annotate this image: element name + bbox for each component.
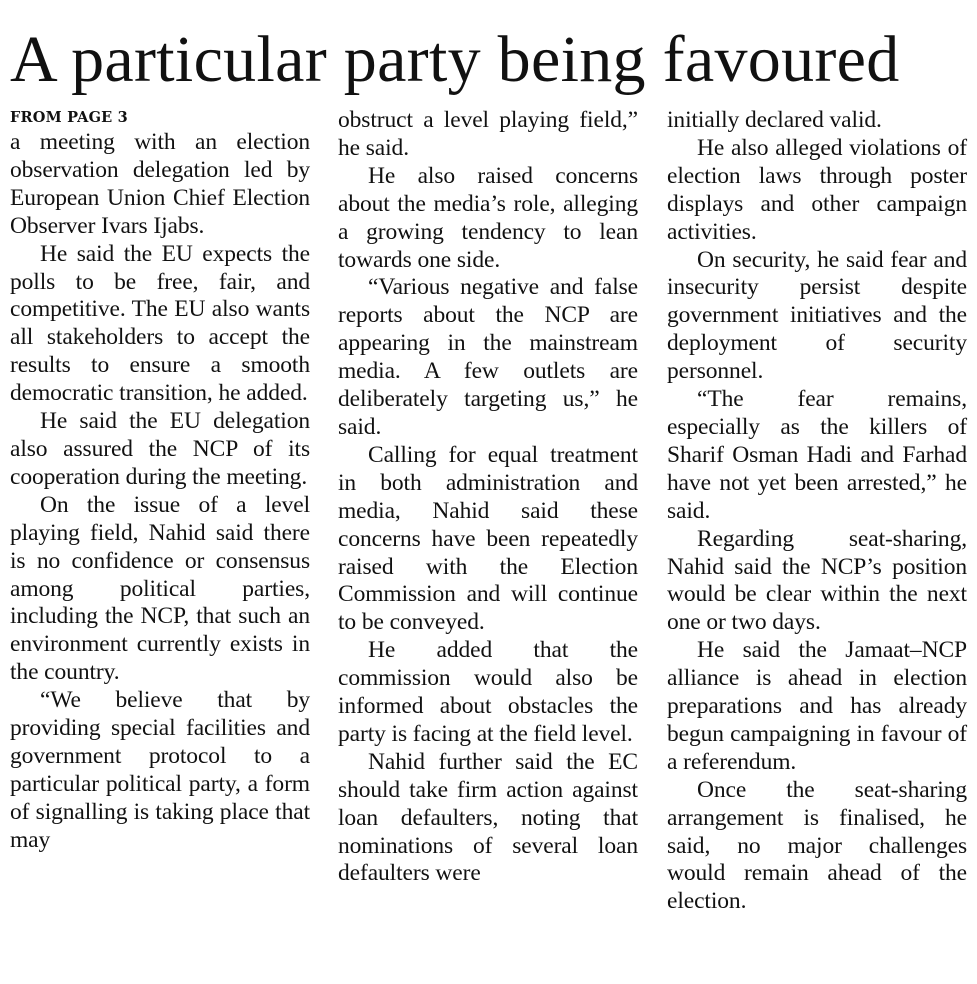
paragraph: a meeting with an election observation delegation led by European Union Chief Election Observer Ivars Ijabs. [10, 129, 310, 239]
article-column-3 [667, 107, 967, 916]
paragraph: Calling for equal treatment in both administration and media, Nahid said these concerns have been repeatedly raised with the Election Commission and will continue to be conveyed. [338, 441, 638, 636]
paragraph: He also raised concerns about the media’s role, alleging a growing tendency to lean towards one side. [338, 162, 638, 273]
paragraph: “We believe that by providing special facilities and government protocol to a particular political party, a form of signalling is taking place that may [10, 687, 310, 853]
paragraph: He said the Jamaat–NCP alliance is ahead in election preparations and has already begun campaigning in favour of a referendum. [667, 637, 967, 775]
paragraph: initially declared valid. [667, 107, 882, 133]
paragraph: “Various negative and false reports about the NCP are appearing in the mainstream media. A few outlets are deliberately targeting us,” he said. [338, 274, 638, 440]
paragraph: He said the EU delegation also assured the NCP of its cooperation during the meeting. [10, 408, 310, 490]
paragraph: obstruct a level playing field,” he said. [338, 107, 638, 161]
paragraph: “The fear remains, especially as the killers of Sharif Osman Hadi and Farhad have not yet been arrested,” he said. [667, 386, 967, 524]
continuation-kicker: FROM PAGE 3 [10, 109, 128, 126]
article-column-2 [338, 107, 638, 888]
article-column-1 [10, 107, 310, 855]
paragraph: He added that the commission would also be informed about obstacles the party is facing at the field level. [338, 637, 638, 747]
paragraph: He also alleged violations of election laws through poster displays and other campaign activities. [667, 134, 967, 245]
headline: A particular party being favoured [10, 23, 900, 96]
paragraph: He said the EU expects the polls to be free, fair, and competitive. The EU also wants all stakeholders to accept the results to ensure a smooth democratic transition, he added. [10, 240, 310, 407]
paragraph: Regarding seat-sharing, Nahid said the NCP’s position would be clear within the next one or two days. [667, 525, 967, 636]
paragraph: On security, he said fear and insecurity persist despite government initiatives and the deployment of security personnel. [667, 246, 967, 385]
paragraph: On the issue of a level playing field, Nahid said there is no confidence or consensus among political parties, including the NCP, that such an environment currently exists in the country. [10, 491, 310, 686]
paragraph: Nahid further said the EC should take firm action against loan defaulters, noting that nominations of several loan defaulters were [338, 748, 638, 887]
paragraph: Once the seat-sharing arrangement is finalised, he said, no major challenges would remain ahead of the election. [667, 776, 967, 915]
